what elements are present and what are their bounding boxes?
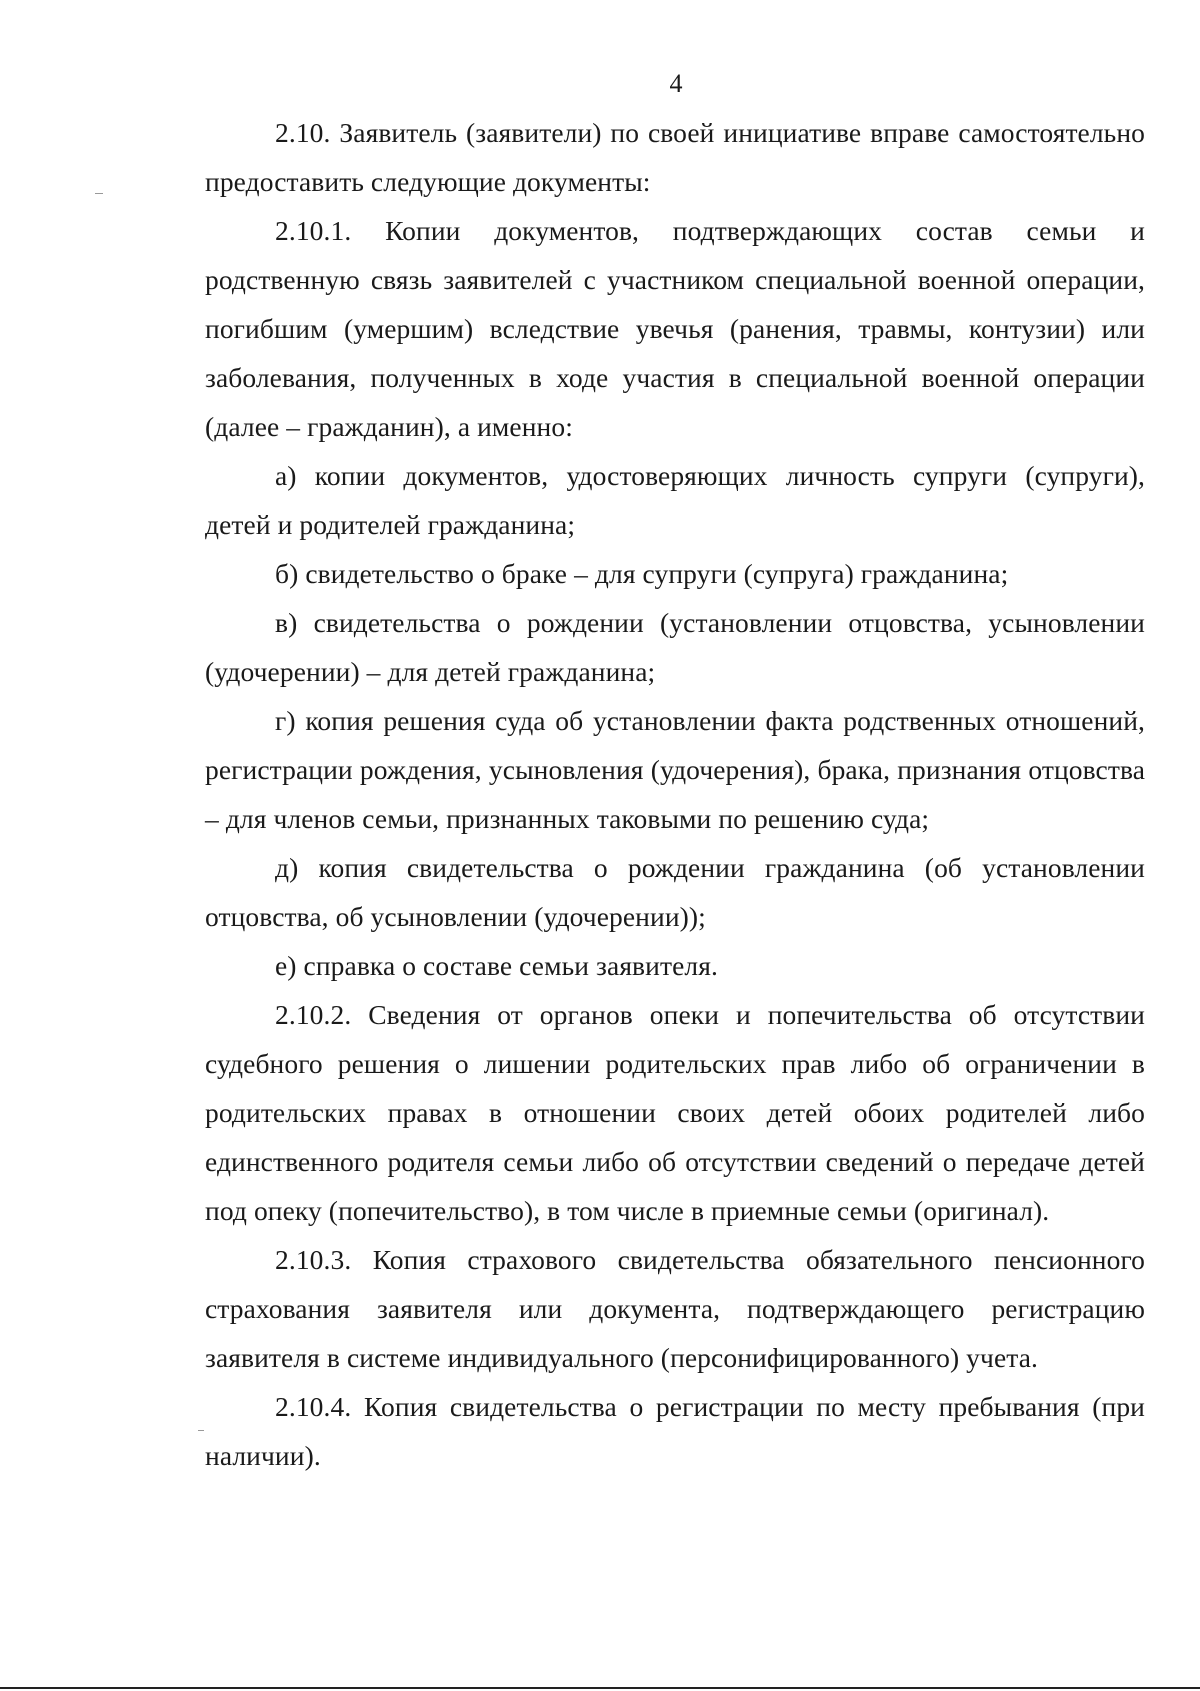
scan-artifact-mark xyxy=(95,193,103,194)
paragraph-2-10-3: 2.10.3. Копия страхового свидетельства обязательного пенсионного страхования заявителя или документа, подтверждающего регистрацию заявителя в системе индивидуального (персонифицированного) учета. xyxy=(205,1244,1145,1373)
paragraph-2-10-4: 2.10.4. Копия свидетельства о регистрации по месту пребывания (при наличии). xyxy=(205,1391,1145,1471)
list-item-e: е) справка о составе семьи заявителя. xyxy=(275,950,718,981)
paragraph-2-10: 2.10. Заявитель (заявители) по своей инициативе вправе самостоятельно предоставить следующие документы: xyxy=(205,117,1145,197)
scan-artifact-mark xyxy=(198,1430,204,1431)
list-item-v: в) свидетельства о рождении (установлении отцовства, усыновлении (удочерении) – для детей гражданина; xyxy=(205,607,1145,687)
list-item-a: а) копии документов, удостоверяющих личность супруги (супруги), детей и родителей гражданина; xyxy=(205,460,1145,540)
page-number: 4 xyxy=(669,69,683,98)
paragraph-2-10-1: 2.10.1. Копии документов, подтверждающих состав семьи и родственную связь заявителей с участником специальной военной операции, погибшим (умершим) вследствие увечья (ранения, травмы, контузии) или заболевания, полученных в ходе участия в специальной военной операции (далее – гражданин), а именно: xyxy=(205,215,1145,442)
list-item-d: д) копия свидетельства о рождении гражданина (об установлении отцовства, об усыновлении (удочерении)); xyxy=(205,852,1145,932)
document-body xyxy=(205,108,1145,1480)
page-bottom-edge xyxy=(0,1687,1200,1689)
paragraph-2-10-2: 2.10.2. Сведения от органов опеки и попечительства об отсутствии судебного решения о лишении родительских прав либо об ограничении в родительских правах в отношении своих детей обоих родителей либо единственного родителя семьи либо об отсутствии сведений о передаче детей под опеку (попечительство), в том числе в приемные семьи (оригинал). xyxy=(205,999,1145,1226)
list-item-g: г) копия решения суда об установлении факта родственных отношений, регистрации рождения, усыновления (удочерения), брака, признания отцовства – для членов семьи, признанных таковыми по решению суда; xyxy=(205,705,1145,834)
list-item-b: б) свидетельство о браке – для супруги (супруга) гражданина; xyxy=(275,558,1009,589)
